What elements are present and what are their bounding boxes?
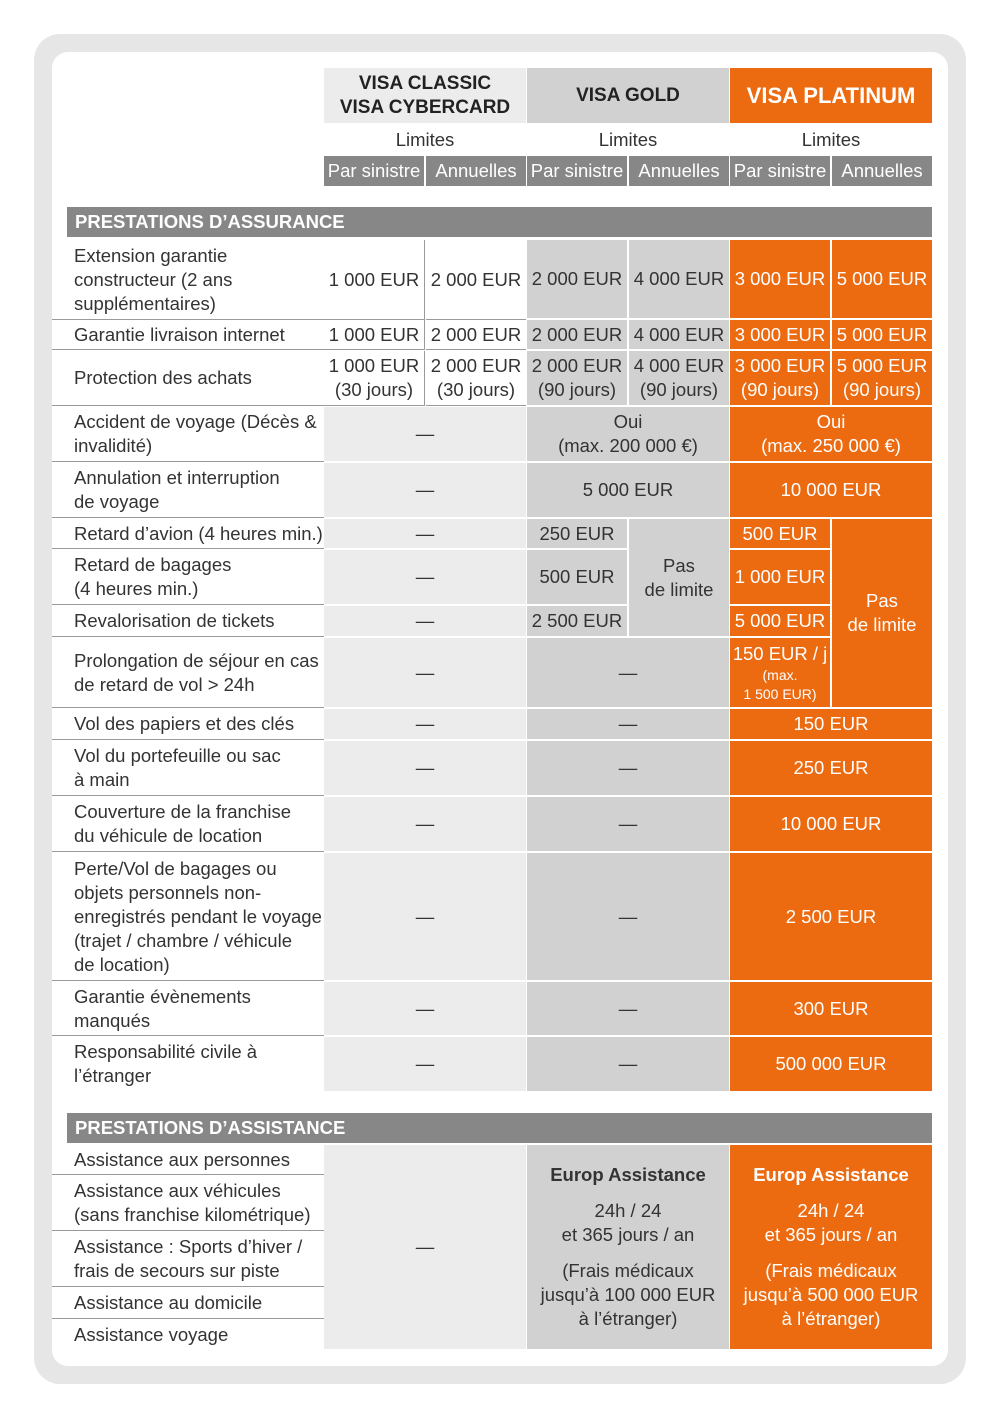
- plat-assistance-hours: 24h / 24 et 365 jours / an: [764, 1200, 898, 1245]
- cell-warranty-classic-annual: 2 000 EUR: [426, 240, 526, 320]
- limits-gold: Limites: [598, 129, 658, 150]
- row-label-luggage: Perte/Vol de bagages ou objets personnels non- enregistrés pendant le voyage (trajet / chambre / véhicule de location): [52, 853, 324, 981]
- plat-assistance-provider: Europ Assistance: [753, 1164, 909, 1185]
- limits-platinum: Limites: [801, 129, 861, 150]
- subheader-gold-annual: Annuelles: [629, 156, 729, 186]
- subheader-classic-annual: Annuelles: [426, 156, 526, 186]
- cell-delivery-gold-claim: 2 000 EUR: [527, 320, 627, 349]
- cell-bag-delay-gold: 500 EUR: [527, 550, 627, 604]
- cell-wallet-plat: 250 EUR: [730, 741, 932, 795]
- cell-assistance-classic: —: [324, 1145, 526, 1349]
- cell-extension-gold: —: [527, 638, 729, 707]
- cell-rental-plat: 10 000 EUR: [730, 797, 932, 851]
- cell-accident-gold: Oui (max. 200 000 €): [527, 407, 729, 461]
- cell-delivery-classic-claim: 1 000 EUR: [324, 320, 425, 350]
- row-label-cancel: Annulation et interruption de voyage: [52, 463, 324, 518]
- cell-extension-classic: —: [324, 638, 526, 707]
- assistance-label-home: Assistance au domicile: [52, 1288, 324, 1319]
- cell-liability-plat: 500 000 EUR: [730, 1037, 932, 1091]
- gold-assistance-provider: Europ Assistance: [550, 1164, 706, 1185]
- assistance-label-travel: Assistance voyage: [74, 1324, 229, 1345]
- cell-purchase-plat-claim: 3 000 EUR (90 jours): [730, 351, 830, 405]
- row-label-delivery: Garantie livraison internet: [52, 320, 324, 350]
- cell-warranty-gold-claim: 2 000 EUR: [527, 240, 627, 318]
- gold-assistance-hours: 24h / 24 et 365 jours / an: [561, 1200, 695, 1245]
- cell-wallet-classic: —: [324, 741, 526, 795]
- cell-accident-plat: Oui (max. 250 000 €): [730, 407, 932, 461]
- section-assistance-title: PRESTATIONS D’ASSISTANCE: [67, 1113, 932, 1143]
- section-insurance-title: PRESTATIONS D’ASSURANCE: [67, 207, 932, 237]
- row-label-purchase: Protection des achats: [52, 351, 324, 406]
- assistance-label-winter-sports: Assistance : Sports d’hiver / frais de secours sur piste: [52, 1232, 324, 1287]
- cell-luggage-classic: —: [324, 853, 526, 980]
- cell-purchase-gold-claim: 2 000 EUR (90 jours): [527, 351, 627, 405]
- cell-liability-classic: —: [324, 1037, 526, 1091]
- subheader-platinum-per-claim: Par sinistre: [730, 156, 830, 186]
- subheader-platinum-annual: Annuelles: [832, 156, 932, 186]
- row-label-extension: Prolongation de séjour en cas de retard de vol > 24h: [52, 638, 324, 708]
- row-label-rental: Couverture de la franchise du véhicule de location: [52, 797, 324, 852]
- cell-delivery-plat-annual: 5 000 EUR: [832, 320, 932, 349]
- cell-delivery-classic-annual: 2 000 EUR: [426, 320, 526, 350]
- row-label-tickets: Revalorisation de tickets: [52, 606, 324, 637]
- row-label-accident: Accident de voyage (Décès & invalidité): [52, 407, 324, 462]
- header-visa-classic: VISA CLASSIC VISA CYBERCARD: [324, 68, 526, 123]
- cell-events-classic: —: [324, 982, 526, 1035]
- row-label-bag-delay: Retard de bagages (4 heures min.): [52, 550, 324, 605]
- cell-delivery-plat-claim: 3 000 EUR: [730, 320, 830, 349]
- cell-purchase-gold-annual: 4 000 EUR (90 jours): [629, 351, 729, 405]
- extension-plat-amount: 150 EUR / j: [732, 642, 828, 664]
- cell-flight-delay-plat: 500 EUR: [730, 519, 830, 548]
- cell-bag-delay-classic: —: [324, 550, 526, 604]
- header-visa-platinum: VISA PLATINUM: [730, 68, 932, 123]
- limits-classic: Limites: [395, 129, 455, 150]
- cell-tickets-classic: —: [324, 606, 526, 636]
- cell-luggage-gold: —: [527, 853, 729, 980]
- cell-liability-gold: —: [527, 1037, 729, 1091]
- gold-assistance-medical: (Frais médicaux jusqu’à 100 000 EUR à l’étranger): [540, 1260, 716, 1329]
- cell-events-plat: 300 EUR: [730, 982, 932, 1035]
- cell-wallet-gold: —: [527, 741, 729, 795]
- cell-luggage-plat: 2 500 EUR: [730, 853, 932, 980]
- subheader-gold-per-claim: Par sinistre: [527, 156, 627, 186]
- header-visa-gold: VISA GOLD: [527, 68, 729, 123]
- extension-plat-max: (max. 1 500 EUR): [743, 666, 817, 702]
- cell-events-gold: —: [527, 982, 729, 1035]
- cell-flight-delay-classic: —: [324, 519, 526, 548]
- subheader-classic-per-claim: Par sinistre: [324, 156, 424, 186]
- cell-cancel-classic: —: [324, 463, 526, 517]
- cell-gold-no-limit: Pas de limite: [629, 519, 729, 636]
- cell-warranty-plat-annual: 5 000 EUR: [832, 240, 932, 318]
- cell-purchase-plat-annual: 5 000 EUR (90 jours): [832, 351, 932, 405]
- cell-warranty-plat-claim: 3 000 EUR: [730, 240, 830, 318]
- cell-rental-classic: —: [324, 797, 526, 851]
- cell-purchase-classic-claim: 1 000 EUR (30 jours): [324, 351, 425, 406]
- cell-purchase-classic-annual: 2 000 EUR (30 jours): [426, 351, 526, 406]
- cell-warranty-classic-claim: 1 000 EUR: [324, 240, 425, 320]
- cell-warranty-gold-annual: 4 000 EUR: [629, 240, 729, 318]
- cell-cancel-plat: 10 000 EUR: [730, 463, 932, 517]
- cell-papers-plat: 150 EUR: [730, 709, 932, 739]
- cell-extension-plat: [730, 638, 830, 707]
- assistance-label-vehicles: Assistance aux véhicules (sans franchise kilométrique): [52, 1176, 324, 1231]
- assistance-label-persons: Assistance aux personnes: [52, 1145, 324, 1175]
- cell-flight-delay-gold: 250 EUR: [527, 519, 627, 548]
- cell-assistance-plat: [730, 1145, 932, 1349]
- cell-rental-gold: —: [527, 797, 729, 851]
- row-label-warranty: Extension garantie constructeur (2 ans supplémentaires): [52, 240, 324, 320]
- cell-tickets-gold: 2 500 EUR: [527, 606, 627, 636]
- plat-assistance-medical: (Frais médicaux jusqu’à 500 000 EUR à l’étranger): [743, 1260, 919, 1329]
- row-label-flight-delay: Retard d’avion (4 heures min.): [52, 519, 324, 549]
- cell-accident-classic: —: [324, 407, 526, 461]
- row-label-wallet: Vol du portefeuille ou sac à main: [52, 741, 324, 796]
- row-label-papers: Vol des papiers et des clés: [52, 709, 324, 740]
- row-label-liability: Responsabilité civile à l’étranger: [74, 1041, 258, 1086]
- cell-delivery-gold-annual: 4 000 EUR: [629, 320, 729, 349]
- cell-bag-delay-plat: 1 000 EUR: [730, 550, 830, 604]
- cell-plat-no-limit: Pas de limite: [832, 519, 932, 707]
- cell-cancel-gold: 5 000 EUR: [527, 463, 729, 517]
- cell-papers-classic: —: [324, 709, 526, 739]
- cell-assistance-gold: [527, 1145, 729, 1349]
- cell-papers-gold: —: [527, 709, 729, 739]
- cell-tickets-plat: 5 000 EUR: [730, 606, 830, 636]
- row-label-events: Garantie évènements manqués: [52, 982, 324, 1036]
